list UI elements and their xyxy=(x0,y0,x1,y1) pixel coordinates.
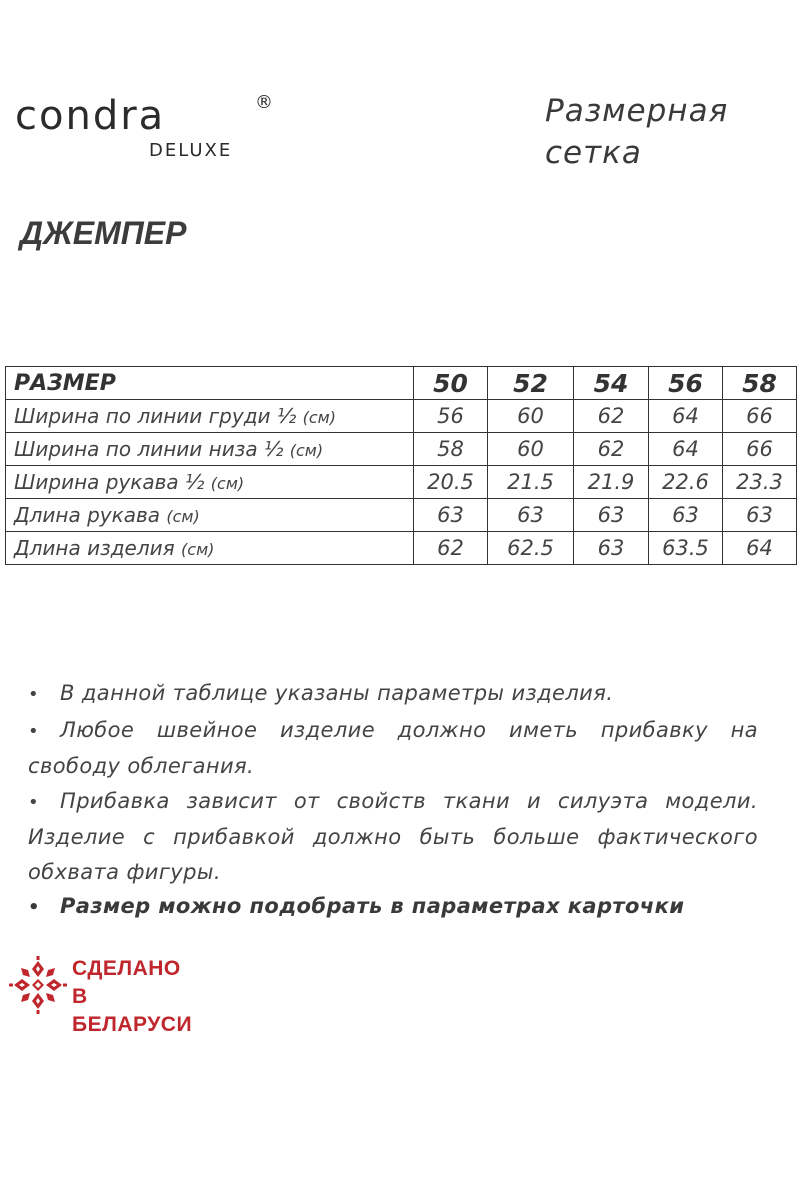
measurement-value: 56 xyxy=(414,400,488,433)
size-header-label: РАЗМЕР xyxy=(6,367,414,400)
measurement-value: 21.9 xyxy=(574,466,649,499)
note-text: Размер можно подобрать в параметрах карточки xyxy=(60,894,685,918)
measurement-value: 63 xyxy=(574,499,649,532)
measurement-unit: (см) xyxy=(289,441,324,460)
measurement-value: 66 xyxy=(723,433,797,466)
measurement-value: 62 xyxy=(574,400,649,433)
registered-mark: ® xyxy=(255,92,273,113)
measurement-value: 63 xyxy=(414,499,488,532)
brand-logo xyxy=(15,92,275,172)
measurement-value: 21.5 xyxy=(488,466,574,499)
measurement-value: 20.5 xyxy=(414,466,488,499)
bullet-icon: • xyxy=(28,791,40,813)
measurement-value: 64 xyxy=(649,433,723,466)
brand-subtitle: DELUXE xyxy=(149,140,233,161)
made-in-belarus-badge xyxy=(8,955,198,1036)
note-text: Любое швейное изделие должно иметь прибавку на свободу облегания. xyxy=(28,717,758,778)
table-row xyxy=(6,400,797,433)
measurement-value: 62 xyxy=(574,433,649,466)
list-item xyxy=(28,784,758,890)
measurement-value: 62 xyxy=(414,532,488,565)
list-item xyxy=(28,713,758,784)
measurement-name: Ширина по линии груди ½ xyxy=(14,404,297,428)
list-item xyxy=(28,889,758,926)
belarus-ornament-icon xyxy=(8,955,68,1015)
bullet-icon: • xyxy=(28,897,40,918)
measurement-unit: (см) xyxy=(210,474,245,493)
measurement-name: Длина рукава xyxy=(14,503,161,527)
measurement-unit: (см) xyxy=(302,408,336,427)
measurement-value: 64 xyxy=(723,532,797,565)
made-in-belarus-text xyxy=(72,955,198,1039)
document-title-line-1: Размерная xyxy=(545,93,729,129)
list-item xyxy=(28,676,758,713)
measurement-name: Ширина по линии низа ½ xyxy=(14,437,284,461)
measurement-unit: (см) xyxy=(166,507,200,526)
table-row xyxy=(6,499,797,532)
note-text: В данной таблице указаны параметры изделия. xyxy=(60,681,614,705)
measurement-value: 58 xyxy=(414,433,488,466)
badge-line-2: В БЕЛАРУСИ xyxy=(72,985,193,1036)
table-row xyxy=(6,433,797,466)
measurement-value: 66 xyxy=(723,400,797,433)
document-title xyxy=(545,90,785,174)
measurement-value: 60 xyxy=(488,433,574,466)
notes-list xyxy=(28,676,758,926)
document-title-line-2: сетка xyxy=(545,135,642,171)
measurement-value: 63 xyxy=(723,499,797,532)
measurement-value: 62.5 xyxy=(488,532,574,565)
measurement-value: 63.5 xyxy=(649,532,723,565)
badge-line-1: СДЕЛАНО xyxy=(72,957,181,980)
measurement-unit: (см) xyxy=(181,540,215,559)
size-table xyxy=(5,366,797,565)
measurement-value: 64 xyxy=(649,400,723,433)
measurement-label xyxy=(6,499,414,532)
measurement-value: 63 xyxy=(488,499,574,532)
measurement-value: 23.3 xyxy=(723,466,797,499)
size-header-cell: 56 xyxy=(649,367,723,400)
table-row xyxy=(6,466,797,499)
size-header-cell: 52 xyxy=(488,367,574,400)
bullet-icon: • xyxy=(28,720,40,742)
note-text: Прибавка зависит от свойств ткани и силуэта модели. Изделие с прибавкой должно быть больше фактического обхвата фигуры. xyxy=(28,788,758,884)
size-header-cell: 50 xyxy=(414,367,488,400)
measurement-value: 63 xyxy=(574,532,649,565)
brand-name: condra xyxy=(15,93,166,139)
size-header-cell: 58 xyxy=(723,367,797,400)
measurement-label xyxy=(6,466,414,499)
measurement-value: 60 xyxy=(488,400,574,433)
product-name: ДЖЕМПЕР xyxy=(20,215,187,251)
measurement-label xyxy=(6,532,414,565)
measurement-label xyxy=(6,433,414,466)
measurement-value: 63 xyxy=(649,499,723,532)
size-header-cell: 54 xyxy=(574,367,649,400)
measurement-label xyxy=(6,400,414,433)
measurement-name: Ширина рукава ½ xyxy=(14,470,205,494)
table-row xyxy=(6,532,797,565)
size-table-header-row xyxy=(6,367,797,400)
measurement-name: Длина изделия xyxy=(14,536,175,560)
measurement-value: 22.6 xyxy=(649,466,723,499)
bullet-icon: • xyxy=(28,684,40,705)
